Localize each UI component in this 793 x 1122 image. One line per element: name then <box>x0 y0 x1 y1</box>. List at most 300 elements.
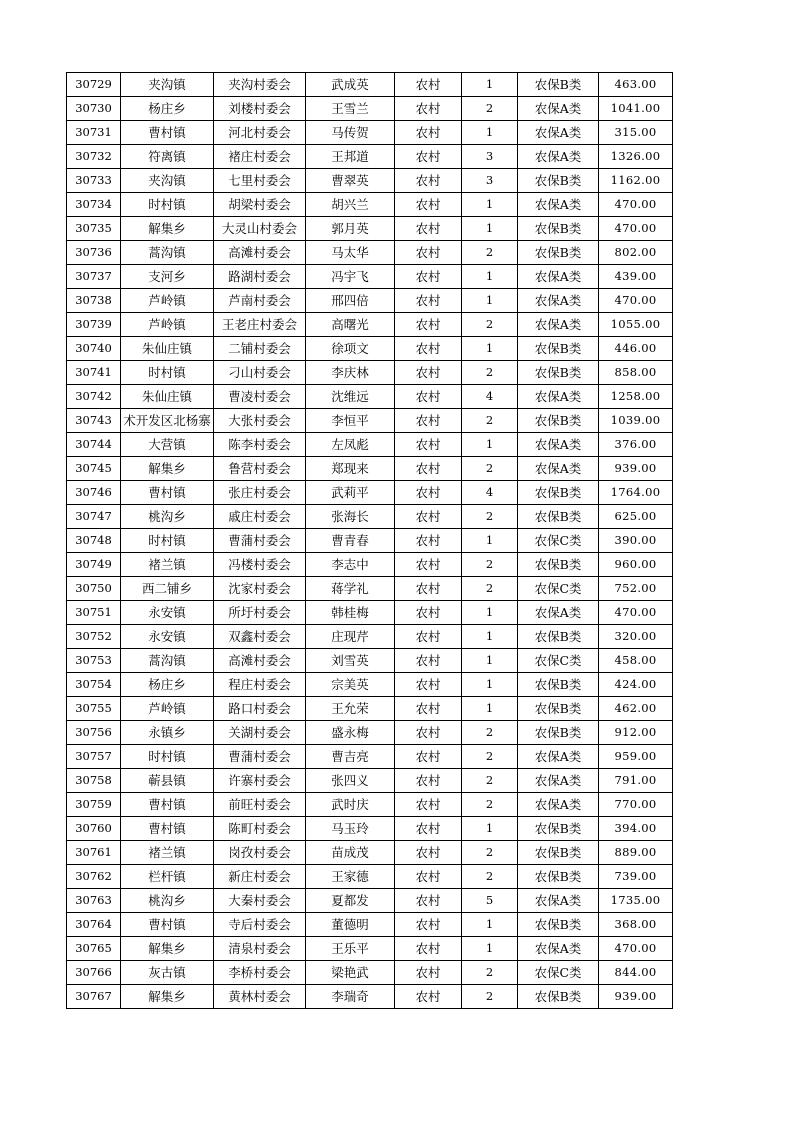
record-id-cell: 30761 <box>67 841 121 865</box>
person-name-cell: 郭月英 <box>306 217 395 241</box>
household-count-cell: 2 <box>462 97 518 121</box>
record-id-cell: 30743 <box>67 409 121 433</box>
household-count-cell: 1 <box>462 649 518 673</box>
table-row <box>67 217 673 241</box>
person-name-cell: 胡兴兰 <box>306 193 395 217</box>
amount-cell: 1258.00 <box>599 385 673 409</box>
area-type-cell: 农村 <box>395 841 462 865</box>
table-row <box>67 841 673 865</box>
person-name-cell: 马太华 <box>306 241 395 265</box>
amount-cell: 1735.00 <box>599 889 673 913</box>
household-count-cell: 1 <box>462 625 518 649</box>
village-committee-cell: 芦南村委会 <box>214 289 306 313</box>
town-cell: 永安镇 <box>121 625 214 649</box>
village-committee-cell: 二铺村委会 <box>214 337 306 361</box>
household-count-cell: 2 <box>462 313 518 337</box>
record-id-cell: 30732 <box>67 145 121 169</box>
village-committee-cell: 褚庄村委会 <box>214 145 306 169</box>
insurance-category-cell: 农保C类 <box>518 649 599 673</box>
town-cell: 解集乡 <box>121 937 214 961</box>
insurance-category-cell: 农保A类 <box>518 97 599 121</box>
area-type-cell: 农村 <box>395 817 462 841</box>
person-name-cell: 武莉平 <box>306 481 395 505</box>
table-row <box>67 409 673 433</box>
village-committee-cell: 王老庄村委会 <box>214 313 306 337</box>
insurance-category-cell: 农保B类 <box>518 409 599 433</box>
table-row <box>67 337 673 361</box>
person-name-cell: 左凤彪 <box>306 433 395 457</box>
household-count-cell: 4 <box>462 385 518 409</box>
amount-cell: 463.00 <box>599 73 673 97</box>
record-id-cell: 30764 <box>67 913 121 937</box>
area-type-cell: 农村 <box>395 289 462 313</box>
household-count-cell: 2 <box>462 577 518 601</box>
household-count-cell: 1 <box>462 289 518 313</box>
area-type-cell: 农村 <box>395 121 462 145</box>
record-id-cell: 30734 <box>67 193 121 217</box>
insurance-category-cell: 农保C类 <box>518 529 599 553</box>
amount-cell: 802.00 <box>599 241 673 265</box>
record-id-cell: 30760 <box>67 817 121 841</box>
table-row <box>67 481 673 505</box>
table-row <box>67 289 673 313</box>
insurance-category-cell: 农保B类 <box>518 721 599 745</box>
amount-cell: 844.00 <box>599 961 673 985</box>
table-row <box>67 625 673 649</box>
table-body <box>67 73 673 1009</box>
table-row <box>67 73 673 97</box>
record-id-cell: 30759 <box>67 793 121 817</box>
insurance-category-cell: 农保A类 <box>518 457 599 481</box>
town-cell: 永安镇 <box>121 601 214 625</box>
town-cell: 夹沟镇 <box>121 169 214 193</box>
amount-cell: 1055.00 <box>599 313 673 337</box>
amount-cell: 858.00 <box>599 361 673 385</box>
table-row <box>67 745 673 769</box>
record-id-cell: 30742 <box>67 385 121 409</box>
town-cell: 大营镇 <box>121 433 214 457</box>
village-committee-cell: 李桥村委会 <box>214 961 306 985</box>
household-count-cell: 1 <box>462 817 518 841</box>
person-name-cell: 庄现芹 <box>306 625 395 649</box>
area-type-cell: 农村 <box>395 385 462 409</box>
village-committee-cell: 曹蒲村委会 <box>214 529 306 553</box>
person-name-cell: 韩桂梅 <box>306 601 395 625</box>
town-cell: 芦岭镇 <box>121 697 214 721</box>
amount-cell: 739.00 <box>599 865 673 889</box>
area-type-cell: 农村 <box>395 361 462 385</box>
village-committee-cell: 大灵山村委会 <box>214 217 306 241</box>
town-cell: 曹村镇 <box>121 817 214 841</box>
town-cell: 曹村镇 <box>121 481 214 505</box>
person-name-cell: 王雪兰 <box>306 97 395 121</box>
person-name-cell: 曹吉亮 <box>306 745 395 769</box>
table-row <box>67 817 673 841</box>
town-cell: 解集乡 <box>121 217 214 241</box>
record-id-cell: 30750 <box>67 577 121 601</box>
town-cell: 时村镇 <box>121 193 214 217</box>
record-id-cell: 30745 <box>67 457 121 481</box>
household-count-cell: 2 <box>462 361 518 385</box>
village-committee-cell: 寺后村委会 <box>214 913 306 937</box>
household-count-cell: 2 <box>462 505 518 529</box>
table-row <box>67 121 673 145</box>
person-name-cell: 蒋学礼 <box>306 577 395 601</box>
person-name-cell: 马传贺 <box>306 121 395 145</box>
amount-cell: 939.00 <box>599 457 673 481</box>
table-row <box>67 721 673 745</box>
insurance-category-cell: 农保B类 <box>518 625 599 649</box>
record-id-cell: 30753 <box>67 649 121 673</box>
amount-cell: 470.00 <box>599 289 673 313</box>
person-name-cell: 苗成茂 <box>306 841 395 865</box>
insurance-category-cell: 农保A类 <box>518 889 599 913</box>
record-id-cell: 30737 <box>67 265 121 289</box>
person-name-cell: 冯宇飞 <box>306 265 395 289</box>
village-committee-cell: 沈家村委会 <box>214 577 306 601</box>
table-row <box>67 193 673 217</box>
record-id-cell: 30758 <box>67 769 121 793</box>
table-row <box>67 313 673 337</box>
area-type-cell: 农村 <box>395 265 462 289</box>
person-name-cell: 徐项文 <box>306 337 395 361</box>
insurance-category-cell: 农保A类 <box>518 289 599 313</box>
record-id-cell: 30749 <box>67 553 121 577</box>
allowance-table <box>66 72 673 1009</box>
area-type-cell: 农村 <box>395 529 462 553</box>
town-cell: 芦岭镇 <box>121 289 214 313</box>
table-row <box>67 457 673 481</box>
village-committee-cell: 大张村委会 <box>214 409 306 433</box>
area-type-cell: 农村 <box>395 889 462 913</box>
household-count-cell: 1 <box>462 697 518 721</box>
household-count-cell: 2 <box>462 961 518 985</box>
village-committee-cell: 所圩村委会 <box>214 601 306 625</box>
town-cell: 夹沟镇 <box>121 73 214 97</box>
village-committee-cell: 刁山村委会 <box>214 361 306 385</box>
insurance-category-cell: 农保B类 <box>518 241 599 265</box>
household-count-cell: 1 <box>462 913 518 937</box>
insurance-category-cell: 农保A类 <box>518 313 599 337</box>
insurance-category-cell: 农保B类 <box>518 913 599 937</box>
table-row <box>67 529 673 553</box>
person-name-cell: 夏都发 <box>306 889 395 913</box>
town-cell: 杨庄乡 <box>121 97 214 121</box>
record-id-cell: 30754 <box>67 673 121 697</box>
amount-cell: 960.00 <box>599 553 673 577</box>
record-id-cell: 30741 <box>67 361 121 385</box>
insurance-category-cell: 农保A类 <box>518 793 599 817</box>
household-count-cell: 3 <box>462 145 518 169</box>
area-type-cell: 农村 <box>395 169 462 193</box>
household-count-cell: 4 <box>462 481 518 505</box>
area-type-cell: 农村 <box>395 145 462 169</box>
record-id-cell: 30752 <box>67 625 121 649</box>
table-row <box>67 601 673 625</box>
insurance-category-cell: 农保A类 <box>518 145 599 169</box>
village-committee-cell: 路口村委会 <box>214 697 306 721</box>
village-committee-cell: 戚庄村委会 <box>214 505 306 529</box>
household-count-cell: 5 <box>462 889 518 913</box>
person-name-cell: 曹青春 <box>306 529 395 553</box>
table-row <box>67 889 673 913</box>
person-name-cell: 王乐平 <box>306 937 395 961</box>
table-row <box>67 145 673 169</box>
village-committee-cell: 鲁营村委会 <box>214 457 306 481</box>
town-cell: 时村镇 <box>121 745 214 769</box>
amount-cell: 446.00 <box>599 337 673 361</box>
area-type-cell: 农村 <box>395 505 462 529</box>
insurance-category-cell: 农保B类 <box>518 73 599 97</box>
person-name-cell: 宗美英 <box>306 673 395 697</box>
village-committee-cell: 新庄村委会 <box>214 865 306 889</box>
town-cell: 永镇乡 <box>121 721 214 745</box>
household-count-cell: 1 <box>462 193 518 217</box>
person-name-cell: 马玉玲 <box>306 817 395 841</box>
village-committee-cell: 陈李村委会 <box>214 433 306 457</box>
record-id-cell: 30729 <box>67 73 121 97</box>
area-type-cell: 农村 <box>395 649 462 673</box>
town-cell: 蒿沟镇 <box>121 649 214 673</box>
area-type-cell: 农村 <box>395 793 462 817</box>
record-id-cell: 30751 <box>67 601 121 625</box>
insurance-category-cell: 农保A类 <box>518 193 599 217</box>
town-cell: 时村镇 <box>121 529 214 553</box>
person-name-cell: 高曙光 <box>306 313 395 337</box>
village-committee-cell: 陈町村委会 <box>214 817 306 841</box>
village-committee-cell: 岗孜村委会 <box>214 841 306 865</box>
record-id-cell: 30735 <box>67 217 121 241</box>
area-type-cell: 农村 <box>395 97 462 121</box>
village-committee-cell: 河北村委会 <box>214 121 306 145</box>
record-id-cell: 30736 <box>67 241 121 265</box>
insurance-category-cell: 农保B类 <box>518 217 599 241</box>
table-row <box>67 553 673 577</box>
person-name-cell: 李庆林 <box>306 361 395 385</box>
insurance-category-cell: 农保B类 <box>518 481 599 505</box>
town-cell: 解集乡 <box>121 985 214 1009</box>
village-committee-cell: 曹蒲村委会 <box>214 745 306 769</box>
amount-cell: 470.00 <box>599 193 673 217</box>
amount-cell: 439.00 <box>599 265 673 289</box>
record-id-cell: 30757 <box>67 745 121 769</box>
household-count-cell: 1 <box>462 121 518 145</box>
person-name-cell: 邢四倍 <box>306 289 395 313</box>
area-type-cell: 农村 <box>395 913 462 937</box>
area-type-cell: 农村 <box>395 73 462 97</box>
household-count-cell: 2 <box>462 985 518 1009</box>
village-committee-cell: 许寨村委会 <box>214 769 306 793</box>
person-name-cell: 李志中 <box>306 553 395 577</box>
amount-cell: 959.00 <box>599 745 673 769</box>
village-committee-cell: 关湖村委会 <box>214 721 306 745</box>
insurance-category-cell: 农保A类 <box>518 121 599 145</box>
area-type-cell: 农村 <box>395 625 462 649</box>
record-id-cell: 30748 <box>67 529 121 553</box>
area-type-cell: 农村 <box>395 241 462 265</box>
table-row <box>67 937 673 961</box>
record-id-cell: 30730 <box>67 97 121 121</box>
amount-cell: 470.00 <box>599 601 673 625</box>
insurance-category-cell: 农保A类 <box>518 265 599 289</box>
household-count-cell: 2 <box>462 793 518 817</box>
amount-cell: 1764.00 <box>599 481 673 505</box>
area-type-cell: 农村 <box>395 937 462 961</box>
insurance-category-cell: 农保B类 <box>518 361 599 385</box>
insurance-category-cell: 农保B类 <box>518 553 599 577</box>
town-cell: 曹村镇 <box>121 121 214 145</box>
insurance-category-cell: 农保B类 <box>518 505 599 529</box>
village-committee-cell: 七里村委会 <box>214 169 306 193</box>
household-count-cell: 1 <box>462 529 518 553</box>
household-count-cell: 2 <box>462 865 518 889</box>
town-cell: 朱仙庄镇 <box>121 337 214 361</box>
table-row <box>67 97 673 121</box>
village-committee-cell: 清泉村委会 <box>214 937 306 961</box>
insurance-category-cell: 农保B类 <box>518 841 599 865</box>
town-cell: 芦岭镇 <box>121 313 214 337</box>
town-cell: 杨庄乡 <box>121 673 214 697</box>
person-name-cell: 曹翠英 <box>306 169 395 193</box>
household-count-cell: 1 <box>462 937 518 961</box>
table-row <box>67 169 673 193</box>
insurance-category-cell: 农保A类 <box>518 433 599 457</box>
town-cell: 桃沟乡 <box>121 505 214 529</box>
area-type-cell: 农村 <box>395 961 462 985</box>
table-row <box>67 241 673 265</box>
household-count-cell: 1 <box>462 337 518 361</box>
amount-cell: 424.00 <box>599 673 673 697</box>
person-name-cell: 沈维远 <box>306 385 395 409</box>
table-row <box>67 505 673 529</box>
town-cell: 支河乡 <box>121 265 214 289</box>
record-id-cell: 30731 <box>67 121 121 145</box>
record-id-cell: 30756 <box>67 721 121 745</box>
table-row <box>67 961 673 985</box>
household-count-cell: 2 <box>462 457 518 481</box>
record-id-cell: 30733 <box>67 169 121 193</box>
amount-cell: 939.00 <box>599 985 673 1009</box>
person-name-cell: 盛永梅 <box>306 721 395 745</box>
household-count-cell: 2 <box>462 769 518 793</box>
town-cell: 褚兰镇 <box>121 841 214 865</box>
amount-cell: 376.00 <box>599 433 673 457</box>
record-id-cell: 30766 <box>67 961 121 985</box>
town-cell: 蕲县镇 <box>121 769 214 793</box>
person-name-cell: 武时庆 <box>306 793 395 817</box>
household-count-cell: 3 <box>462 169 518 193</box>
table-row <box>67 697 673 721</box>
village-committee-cell: 高滩村委会 <box>214 241 306 265</box>
area-type-cell: 农村 <box>395 577 462 601</box>
record-id-cell: 30747 <box>67 505 121 529</box>
area-type-cell: 农村 <box>395 409 462 433</box>
amount-cell: 770.00 <box>599 793 673 817</box>
amount-cell: 368.00 <box>599 913 673 937</box>
town-cell: 朱仙庄镇 <box>121 385 214 409</box>
table-row <box>67 265 673 289</box>
insurance-category-cell: 农保A类 <box>518 769 599 793</box>
amount-cell: 394.00 <box>599 817 673 841</box>
record-id-cell: 30739 <box>67 313 121 337</box>
amount-cell: 912.00 <box>599 721 673 745</box>
person-name-cell: 刘雪英 <box>306 649 395 673</box>
table-row <box>67 985 673 1009</box>
town-cell: 灰古镇 <box>121 961 214 985</box>
record-id-cell: 30738 <box>67 289 121 313</box>
amount-cell: 1162.00 <box>599 169 673 193</box>
amount-cell: 315.00 <box>599 121 673 145</box>
record-id-cell: 30740 <box>67 337 121 361</box>
household-count-cell: 1 <box>462 73 518 97</box>
person-name-cell: 李瑞奇 <box>306 985 395 1009</box>
village-committee-cell: 高滩村委会 <box>214 649 306 673</box>
insurance-category-cell: 农保C类 <box>518 577 599 601</box>
village-committee-cell: 曹凌村委会 <box>214 385 306 409</box>
table-row <box>67 649 673 673</box>
person-name-cell: 李恒平 <box>306 409 395 433</box>
table-row <box>67 673 673 697</box>
area-type-cell: 农村 <box>395 337 462 361</box>
town-cell: 桃沟乡 <box>121 889 214 913</box>
area-type-cell: 农村 <box>395 673 462 697</box>
person-name-cell: 张海长 <box>306 505 395 529</box>
area-type-cell: 农村 <box>395 745 462 769</box>
village-committee-cell: 程庄村委会 <box>214 673 306 697</box>
insurance-category-cell: 农保B类 <box>518 169 599 193</box>
area-type-cell: 农村 <box>395 601 462 625</box>
village-committee-cell: 夹沟村委会 <box>214 73 306 97</box>
person-name-cell: 武成英 <box>306 73 395 97</box>
area-type-cell: 农村 <box>395 865 462 889</box>
record-id-cell: 30765 <box>67 937 121 961</box>
amount-cell: 390.00 <box>599 529 673 553</box>
insurance-category-cell: 农保A类 <box>518 385 599 409</box>
area-type-cell: 农村 <box>395 553 462 577</box>
insurance-category-cell: 农保A类 <box>518 937 599 961</box>
area-type-cell: 农村 <box>395 481 462 505</box>
town-cell: 曹村镇 <box>121 913 214 937</box>
amount-cell: 889.00 <box>599 841 673 865</box>
village-committee-cell: 大秦村委会 <box>214 889 306 913</box>
amount-cell: 470.00 <box>599 217 673 241</box>
person-name-cell: 董德明 <box>306 913 395 937</box>
village-committee-cell: 路湖村委会 <box>214 265 306 289</box>
insurance-category-cell: 农保B类 <box>518 865 599 889</box>
table-row <box>67 769 673 793</box>
village-committee-cell: 刘楼村委会 <box>214 97 306 121</box>
town-cell: 褚兰镇 <box>121 553 214 577</box>
person-name-cell: 张四义 <box>306 769 395 793</box>
area-type-cell: 农村 <box>395 313 462 337</box>
area-type-cell: 农村 <box>395 721 462 745</box>
village-committee-cell: 冯楼村委会 <box>214 553 306 577</box>
table-row <box>67 793 673 817</box>
village-committee-cell: 黄林村委会 <box>214 985 306 1009</box>
amount-cell: 458.00 <box>599 649 673 673</box>
household-count-cell: 1 <box>462 673 518 697</box>
household-count-cell: 1 <box>462 217 518 241</box>
table-row <box>67 361 673 385</box>
village-committee-cell: 胡梁村委会 <box>214 193 306 217</box>
person-name-cell: 郑现来 <box>306 457 395 481</box>
person-name-cell: 王允荣 <box>306 697 395 721</box>
amount-cell: 462.00 <box>599 697 673 721</box>
household-count-cell: 2 <box>462 841 518 865</box>
household-count-cell: 2 <box>462 409 518 433</box>
amount-cell: 791.00 <box>599 769 673 793</box>
amount-cell: 1326.00 <box>599 145 673 169</box>
